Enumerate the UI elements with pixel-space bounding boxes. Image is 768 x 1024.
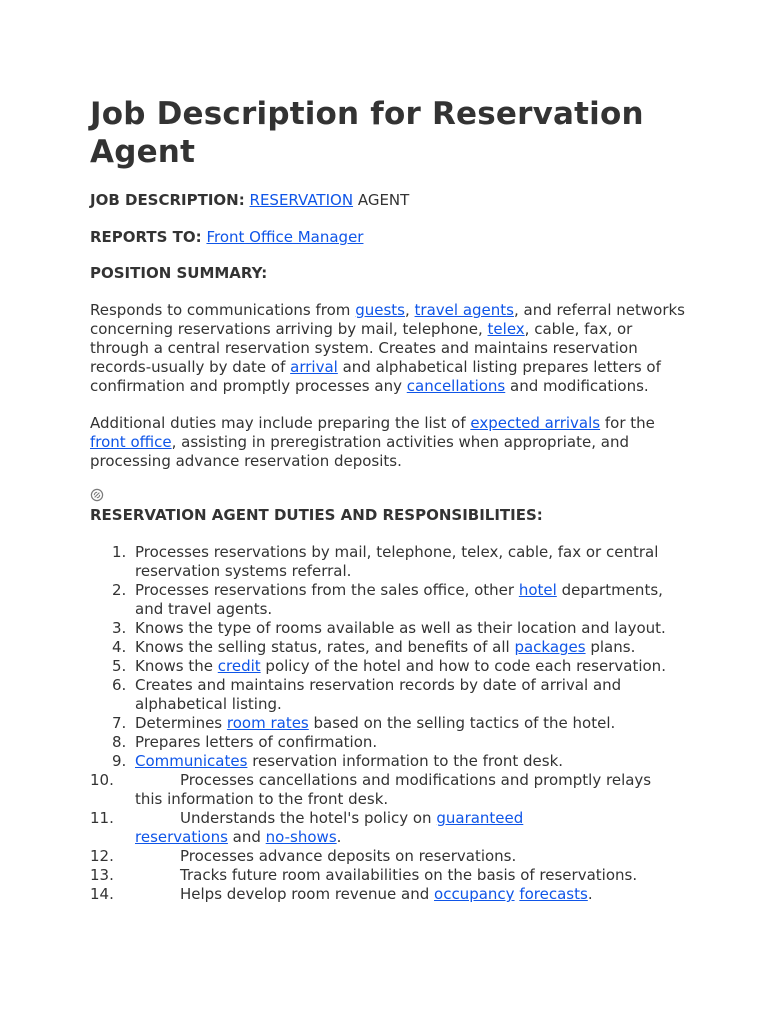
reports-to-line (90, 228, 690, 247)
expected-arrivals-link[interactable]: expected arrivals (470, 414, 601, 432)
job-description-label: JOB DESCRIPTION: (90, 191, 245, 209)
item-number: 7. (112, 714, 127, 732)
item-number: 13. (90, 866, 114, 884)
item-number: 1. (112, 543, 127, 561)
item-text: Creates and maintains reservation records by date of arrival and alphabetical listing. (135, 676, 622, 713)
summary-text: Responds to communications from (90, 301, 356, 319)
telex-link[interactable]: telex (487, 320, 525, 338)
item-text-part: . (587, 885, 593, 903)
item-text-part: policy of the hotel and how to code each reservation. (260, 657, 666, 675)
item-text-part: Knows the selling status, rates, and benefits of all (135, 638, 515, 656)
item-text-part: reservation information to the front desk. (247, 752, 564, 770)
cancellations-link[interactable]: cancellations (406, 377, 506, 395)
list-item (90, 619, 690, 638)
occupancy-link[interactable]: occupancy (434, 885, 515, 903)
item-number: 4. (112, 638, 127, 656)
item-text-part: Processes cancellations and modifications and promptly relays (180, 771, 652, 789)
summary-text: , cable, fax, or through a central reservation system. Creates and maintains reservation records-usually by date of (90, 320, 638, 376)
item-text-part: Determines (135, 714, 227, 732)
item-text (90, 847, 690, 866)
item-text (90, 866, 690, 885)
item-text-part: Understands the hotel's policy on (180, 809, 437, 827)
item-text (90, 714, 690, 733)
reservation-link[interactable]: RESERVATION (249, 191, 354, 209)
item-text-part: Tracks future room availabilities on the basis of reservations. (180, 866, 638, 884)
hint-icon[interactable] (90, 488, 104, 502)
item-text-continuation (90, 828, 341, 846)
item-text-part: this information to the front desk. (135, 790, 389, 808)
front-office-manager-link[interactable]: Front Office Manager (206, 228, 364, 246)
packages-link[interactable]: packages (514, 638, 586, 656)
list-item (90, 752, 690, 771)
summary-text: , (404, 301, 415, 319)
position-summary-heading: POSITION SUMMARY: (90, 264, 268, 282)
travel-agents-link[interactable]: travel agents (414, 301, 514, 319)
summary-paragraph-1 (90, 301, 690, 396)
duties-list (90, 543, 690, 904)
item-text-part: and (227, 828, 266, 846)
item-text (90, 581, 690, 619)
item-number: 10. (90, 771, 114, 789)
list-item (90, 866, 690, 885)
communicates-link[interactable]: Communicates (135, 752, 248, 770)
summary-text: and modifications. (505, 377, 649, 395)
job-description-line (90, 191, 690, 210)
item-number: 14. (90, 885, 114, 903)
credit-link[interactable]: credit (217, 657, 261, 675)
item-text: Prepares letters of confirmation. (135, 733, 378, 751)
guests-link[interactable]: guests (355, 301, 405, 319)
list-item (90, 809, 690, 847)
item-number: 3. (112, 619, 127, 637)
item-number: 2. (112, 581, 127, 599)
item-text (90, 771, 690, 809)
document (90, 95, 690, 904)
list-item (90, 543, 690, 581)
list-item (90, 638, 690, 657)
duties-heading: RESERVATION AGENT DUTIES AND RESPONSIBILITIES: (90, 506, 543, 524)
summary-text: , assisting in preregistration activities when appropriate, and processing advance reservation deposits. (90, 433, 629, 470)
item-text (90, 809, 690, 847)
summary-text: for the (600, 414, 655, 432)
arrival-link[interactable]: arrival (290, 358, 338, 376)
page-title: Job Description for Reservation Agent (90, 96, 644, 170)
list-item (90, 581, 690, 619)
item-number: 12. (90, 847, 114, 865)
item-text-part: plans. (585, 638, 636, 656)
item-text (90, 638, 690, 657)
item-text: Processes reservations by mail, telephone, telex, cable, fax or central reservation systems referral. (135, 543, 659, 580)
item-text-part: Helps develop room revenue and (180, 885, 435, 903)
summary-text: , and referral networks concerning reservations arriving by mail, telephone, (90, 301, 685, 338)
item-number: 9. (112, 752, 127, 770)
guaranteed-reservations-link[interactable]: guaranteed (436, 809, 524, 827)
summary-text: Additional duties may include preparing the list of (90, 414, 471, 432)
item-number: 5. (112, 657, 127, 675)
list-item (90, 733, 690, 752)
item-number: 6. (112, 676, 127, 694)
item-text (90, 752, 690, 771)
item-text-part: departments, and travel agents. (135, 581, 663, 618)
room-rates-link[interactable]: room rates (226, 714, 309, 732)
summary-text: and alphabetical listing prepares letters of confirmation and promptly processes any (90, 358, 661, 395)
list-item (90, 714, 690, 733)
item-text-part: . (336, 828, 342, 846)
forecasts-link[interactable]: forecasts (519, 885, 588, 903)
hotel-link[interactable]: hotel (518, 581, 557, 599)
list-item (90, 885, 690, 904)
reports-to-label: REPORTS TO: (90, 228, 202, 246)
item-text-part: Processes reservations from the sales office, other (135, 581, 519, 599)
guaranteed-reservations-link[interactable]: reservations (135, 828, 228, 846)
item-text (90, 885, 690, 904)
item-text: Knows the type of rooms available as well as their location and layout. (135, 619, 666, 637)
item-text-part: based on the selling tactics of the hotel. (308, 714, 616, 732)
no-shows-link[interactable]: no-shows (265, 828, 337, 846)
list-item (90, 771, 690, 809)
list-item (90, 657, 690, 676)
item-text-part: Processes advance deposits on reservations. (180, 847, 517, 865)
item-text-part: Knows the (135, 657, 218, 675)
item-number: 11. (90, 809, 114, 827)
job-description-rest: AGENT (357, 191, 410, 209)
item-number: 8. (112, 733, 127, 751)
list-item (90, 847, 690, 866)
summary-paragraph-2 (90, 414, 690, 471)
list-item (90, 676, 690, 714)
item-text (90, 657, 690, 676)
front-office-link[interactable]: front office (90, 433, 172, 451)
